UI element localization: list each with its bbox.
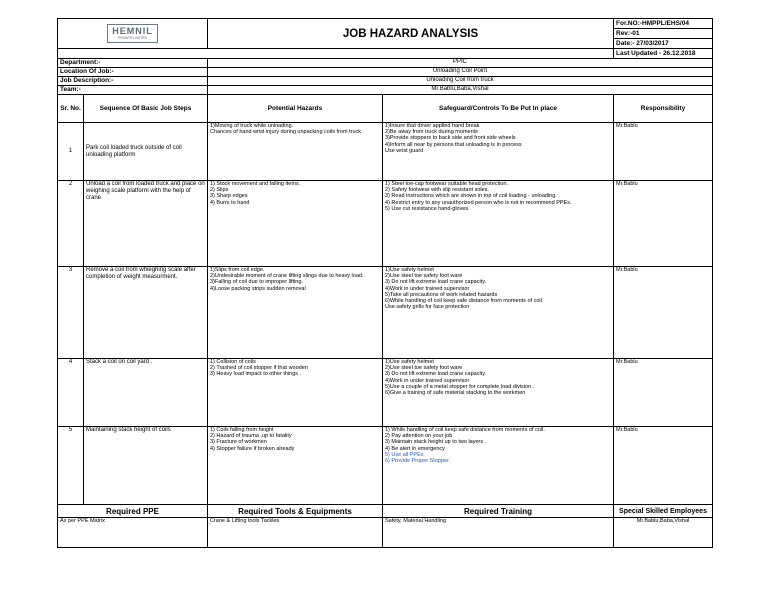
row-step: Unload a coil from loaded truck and place on weighing scale platform with the help of crane: [84, 181, 208, 267]
required-ppe-label: Required PPE: [58, 505, 208, 518]
control-line: 4)Inform all near by persons that unloading is in process: [385, 141, 522, 148]
hazard-line: 2) Slips: [210, 187, 229, 194]
control-line: 2) Pay attention on your job: [385, 433, 453, 440]
control-line: 5)Use a couple of a metal stopper for complete load division .: [385, 383, 535, 390]
control-line: 4) Restrict entry to any unauthorized person who is not in recommend PPEs.: [385, 199, 572, 206]
row-hazards: [208, 181, 383, 267]
control-line: 3) Read instructions which are shown in top of coil loading - unloading.: [385, 193, 557, 200]
col-job-steps: Sequence Of Basic Job Steps: [84, 95, 208, 123]
control-line: 1) Steel toe-cap footwear suitable head protection.: [385, 181, 508, 187]
control-line: 1)Use safety helmet: [385, 267, 434, 273]
company-logo: [58, 19, 208, 49]
hazard-line: 3) Sharp edges: [210, 193, 248, 200]
row-sr: 5: [58, 427, 84, 505]
team-label: Team:-: [58, 86, 208, 95]
control-line: 3) Do not lift extreme load crane capacity.: [385, 279, 487, 286]
table-row: [58, 359, 713, 427]
document-title: JOB HAZARD ANALYSIS: [208, 19, 614, 49]
row-controls: [383, 267, 614, 359]
control-line: 4)Work in under trained supervisor: [385, 377, 470, 384]
control-line: 2)Be away from truck during moments: [385, 129, 478, 136]
row-responsibility: Mr.Bablu: [614, 427, 713, 505]
table-row: [58, 427, 713, 505]
control-line: 6)Give a training of safe material stacking to the workmen: [385, 390, 526, 397]
last-updated: Last Updated - 26.12.2018: [614, 49, 713, 59]
row-hazards: [208, 123, 383, 181]
hazard-line: 2) Trashed of coil stopper if that wooden: [210, 365, 308, 372]
control-line: 2)Use steel toe safety foot ware: [385, 273, 463, 280]
row-sr: 2: [58, 181, 84, 267]
col-responsibility: Responsibility: [614, 95, 713, 123]
table-row: [58, 181, 713, 267]
row-hazards: [208, 427, 383, 505]
row-sr: 4: [58, 359, 84, 427]
hazard-line: 4) Burrs to hand: [210, 199, 250, 206]
row-responsibility: Mr.Bablu: [614, 267, 713, 359]
row-step: Maintaining stack height of coils: [84, 427, 208, 505]
row-responsibility: Mr.Bablu: [614, 359, 713, 427]
control-line: 4) Be alert in emergency: [385, 445, 445, 452]
hazard-line: 1) Collision of coils: [210, 359, 256, 365]
hazard-line: 1)Slips from coil edge.: [210, 267, 265, 273]
row-step: Park coil loaded truck outside of coil unloading platform: [84, 123, 208, 181]
revision-number: Rev:-01: [614, 29, 713, 39]
location-label: Location Of Job:-: [58, 68, 208, 77]
hazard-line: 2) Hazard of trauma ,up to fatality: [210, 433, 292, 440]
jha-table: [57, 18, 713, 548]
control-line-highlighted: 6) Provide Proper Stopper.: [385, 458, 451, 465]
control-line: 3)Provide stoppers to back side and front side wheels: [385, 135, 516, 142]
location-value: Unloading Coil Point: [208, 68, 713, 77]
row-responsibility: Mr.Bablu: [614, 123, 713, 181]
col-controls: Safeguard/Controls To Be Put In place: [383, 95, 614, 123]
logo-name: HEMNIL: [112, 25, 153, 36]
job-hazard-analysis-sheet: [57, 18, 712, 548]
hazard-line: Chances of hand wrist injury during unpacking coils from truck: [210, 129, 362, 136]
row-step: Remove a coil from whieghing scale after completion of weight measurment.: [84, 267, 208, 359]
control-line: 6)While handling of coil keep safe distance from moments of coil.: [385, 298, 544, 305]
hazard-line: 1) Stock movement and falling items.: [210, 181, 301, 187]
row-sr: 1: [58, 123, 84, 181]
logo-box: [107, 24, 158, 43]
row-controls: [383, 123, 614, 181]
team-value: Mr.Bablu,Baba,Vishal: [208, 86, 713, 95]
hazard-line: 4)Loose packing strips sudden removal: [210, 285, 306, 292]
row-controls: [383, 427, 614, 505]
hazard-line: 3)Falling of coil due to improper lifting.: [210, 279, 303, 286]
row-hazards: [208, 267, 383, 359]
row-hazards: [208, 359, 383, 427]
control-line: 3) Maintain stack height up to two layers .: [385, 439, 487, 446]
job-description-label: Job Description:-: [58, 77, 208, 86]
required-tools-label: Required Tools & Equipments: [208, 505, 383, 518]
hazard-line: 2)Undesirable moment of crane lifting slings due to heavy load.: [210, 273, 364, 280]
required-training-value: Safety, Material Handling: [383, 518, 614, 548]
special-skilled-value: Mr.Bablu,Baba,Vishal: [614, 518, 713, 548]
required-ppe-value: As per PPE Matrix: [58, 518, 208, 548]
blank-cell: [58, 49, 614, 59]
hazard-line: 3) Fracture of workmen: [210, 439, 267, 446]
col-potential-hazards: Potential Hazards: [208, 95, 383, 123]
control-line: 1) While handling of coil keep safe distance from moments of coil.: [385, 427, 545, 433]
row-responsibility: Mr.Bablu: [614, 181, 713, 267]
row-controls: [383, 181, 614, 267]
row-sr: 3: [58, 267, 84, 359]
control-line: 4)Work in under trained supervisor: [385, 285, 470, 292]
control-line: 2)Use steel toe safety foot ware: [385, 365, 463, 372]
hazard-line: 4) Stopper failure if broken already: [210, 445, 295, 452]
row-controls: [383, 359, 614, 427]
control-line: Use safety grills for face protection: [385, 304, 470, 311]
control-line: 1)Insure that driver applied hand break: [385, 123, 480, 129]
format-number: For.NO:-HMPPL/EHS/04: [614, 19, 713, 29]
special-skilled-label: Special Skilled Employees: [614, 505, 713, 518]
control-line: 5)Take all precautions of work related hazards: [385, 291, 498, 298]
required-tools-value: Crane & Lifting tools Tackles: [208, 518, 383, 548]
control-line: 2) Safety footwear with slip resistant soles.: [385, 187, 489, 194]
table-row: [58, 123, 713, 181]
control-line: Use wrist guard: [385, 147, 424, 154]
table-row: [58, 267, 713, 359]
control-line: 3) Do not lift extreme load crane capacity.: [385, 371, 487, 378]
control-line: 1)Use safety helmet: [385, 359, 434, 365]
logo-tagline: PRIVATE LIMITED: [117, 35, 148, 40]
hazard-line: 3) Heavy load impact to other things .: [210, 371, 302, 378]
required-training-label: Required Training: [383, 505, 614, 518]
hazard-line: 1)Moving of truck while unloading.: [210, 123, 294, 129]
department-value: PPIC: [208, 59, 713, 68]
document-date: Date:- 27/03/2017: [614, 39, 713, 49]
department-label: Department:-: [58, 59, 208, 68]
row-step: Stack a coil on coil yard .: [84, 359, 208, 427]
control-line-highlighted: 5) Use all PPEs: [385, 451, 424, 458]
control-line: 5) Use cut resistance hand-gloves.: [385, 205, 470, 212]
col-sr-no: Sr. No.: [58, 95, 84, 123]
hazard-line: 1) Coils falling from height: [210, 427, 274, 433]
job-description-value: Unloading Coil from truck: [208, 77, 713, 86]
